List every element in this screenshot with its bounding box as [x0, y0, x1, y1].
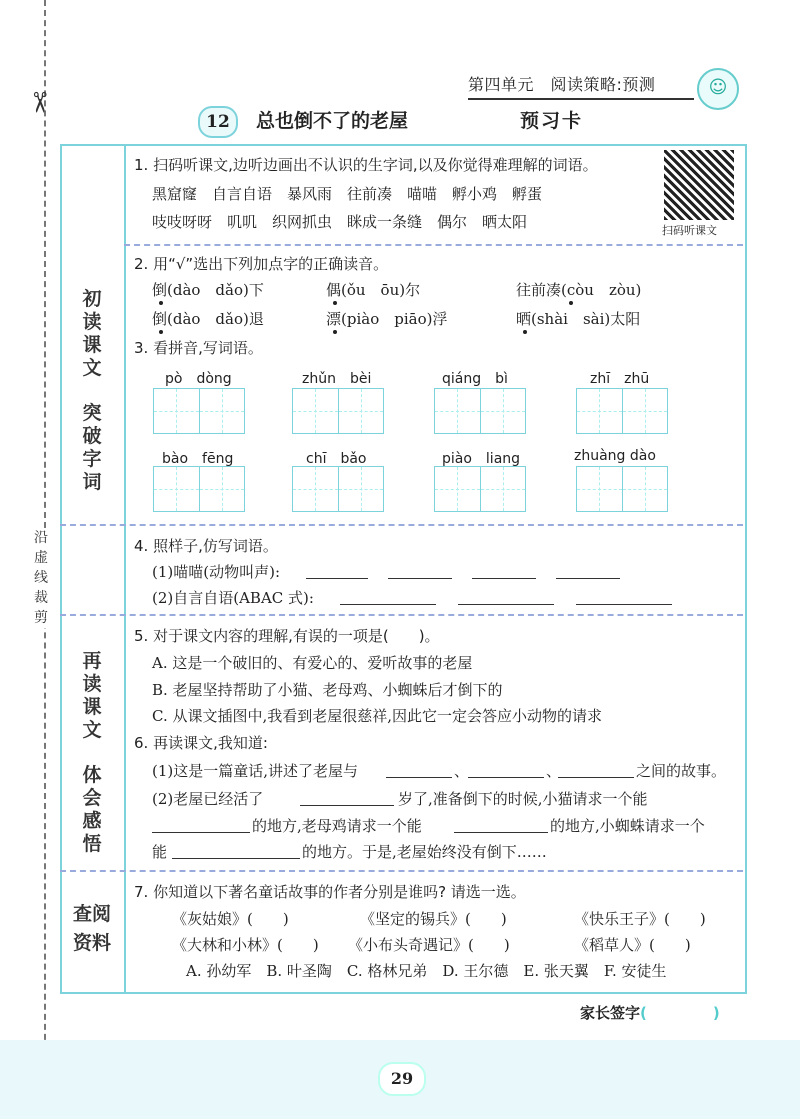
q6-text: 能: [152, 843, 168, 861]
section-label-char: 破: [82, 425, 102, 447]
q4-prompt: 4. 照样子,仿写词语。: [134, 537, 278, 555]
q2-item: 漂(piào piāo)浮: [326, 310, 448, 328]
q4-line1: (1)喵喵(动物叫声):: [152, 563, 281, 581]
writing-grid[interactable]: [434, 388, 526, 434]
section-label-char: 读: [82, 311, 102, 333]
answer-blank[interactable]: [558, 777, 634, 778]
q2-prompt: 2. 用“√”选出下列加点字的正确读音。: [134, 255, 389, 273]
answer-blank[interactable]: [172, 858, 300, 859]
answer-blank[interactable]: [556, 578, 620, 579]
writing-grid[interactable]: [576, 466, 668, 512]
q6-text: (1)这是一篇童话,讲述了老屋与: [152, 762, 359, 780]
q7-authors: A. 孙幼军 B. 叶圣陶 C. 格林兄弟 D. 王尔德 E. 张天翼 F. 安徒生: [186, 962, 667, 980]
q4-line2: (2)自言自语(ABAC 式):: [152, 589, 314, 607]
q2-item: 倒(dào dǎo)退: [152, 310, 264, 328]
writing-grid[interactable]: [153, 388, 245, 434]
q3-prompt: 3. 看拼音,写词语。: [134, 339, 263, 357]
section-label-char: 课: [82, 334, 102, 356]
section-label-char: 课: [82, 696, 102, 718]
page-number: 29: [378, 1062, 426, 1096]
separator: [60, 614, 743, 616]
card-label: 预习卡: [520, 110, 584, 132]
q6-text: 的地方,小蜘蛛请求一个: [550, 817, 705, 835]
emphasis-dot: [333, 301, 337, 305]
emphasis-dot: [159, 301, 163, 305]
answer-blank[interactable]: [576, 604, 672, 605]
answer-blank[interactable]: [300, 805, 394, 806]
parent-signature[interactable]: [580, 1002, 720, 1023]
writing-grid[interactable]: [292, 388, 384, 434]
section-label-char: 文: [82, 719, 102, 741]
pinyin-label: bào fēng: [162, 451, 234, 467]
scissors-icon: ✂: [23, 90, 57, 115]
section-label-char: 初: [82, 288, 102, 310]
section-label-1: [80, 288, 104, 494]
answer-blank[interactable]: [472, 578, 536, 579]
q7-book[interactable]: 《大林和小林》( ): [172, 936, 319, 954]
q6-prompt: 6. 再读课文,我知道:: [134, 734, 268, 752]
section-label-3: [70, 903, 114, 961]
writing-grid[interactable]: [434, 466, 526, 512]
section-label-char: [80, 380, 104, 402]
answer-blank[interactable]: [454, 832, 548, 833]
pinyin-label: zhī zhū: [590, 371, 650, 387]
pinyin-label: chī bǎo: [306, 451, 367, 467]
q2-item: 倒(dào dǎo)下: [152, 281, 264, 299]
pinyin-label: pò dòng: [165, 371, 232, 387]
q5-prompt: 5. 对于课文内容的理解,有误的一项是( )。: [134, 627, 440, 645]
q2-item: 偶(ǒu ōu)尔: [326, 281, 421, 299]
section-label-char: 读: [82, 673, 102, 695]
qr-code[interactable]: [664, 150, 734, 220]
signature-close-paren: ): [712, 1004, 720, 1022]
q6-text: 岁了,准备倒下的时候,小猫请求一个能: [398, 790, 648, 808]
answer-blank[interactable]: [152, 832, 250, 833]
section-label-row: 查阅: [72, 903, 111, 925]
qr-caption: 扫码听课文: [662, 224, 717, 237]
q2-item: 晒(shài sài)太阳: [516, 310, 641, 328]
q2-item: 往前凑(còu zòu): [516, 281, 642, 299]
pinyin-label: zhuàng dào: [574, 448, 656, 464]
section-label-char: 感: [82, 810, 102, 832]
section-label-char: 体: [82, 764, 102, 786]
unit-title: 第四单元 阅读策略:预测: [468, 75, 656, 94]
signature-label: 家长签字: [580, 1004, 641, 1022]
q7-book[interactable]: 《快乐王子》( ): [574, 910, 706, 928]
lesson-title: 总也倒不了的老屋: [256, 110, 409, 132]
pinyin-label: qiáng bì: [442, 371, 508, 387]
q1-words-row1: 黑窟窿 自言自语 暴风雨 往前凑 喵喵 孵小鸡 孵蛋: [152, 185, 543, 203]
section-label-row: 资料: [72, 932, 111, 954]
q6-text: 、: [454, 762, 470, 780]
q7-book[interactable]: 《坚定的锡兵》( ): [360, 910, 507, 928]
q5-option-a[interactable]: A. 这是一个破旧的、有爱心的、爱听故事的老屋: [152, 654, 473, 672]
separator: [60, 870, 743, 872]
q6-text: 的地方,老母鸡请求一个能: [252, 817, 422, 835]
pinyin-label: piào liang: [442, 451, 521, 467]
answer-blank[interactable]: [468, 777, 544, 778]
section-label-char: 会: [82, 787, 102, 809]
section-label-char: 突: [82, 402, 102, 424]
emphasis-dot: [333, 330, 337, 334]
section-label-column: [60, 144, 126, 994]
separator: [60, 524, 743, 526]
q7-book[interactable]: 《小布头奇遇记》( ): [348, 936, 510, 954]
q7-book[interactable]: 《灰姑娘》( ): [172, 910, 289, 928]
lesson-number: 12: [198, 106, 238, 138]
q6-text: (2)老屋已经活了: [152, 790, 264, 808]
writing-grid[interactable]: [153, 466, 245, 512]
section-label-char: 文: [82, 357, 102, 379]
section-label-2: [80, 650, 104, 856]
emphasis-dot: [569, 301, 573, 305]
answer-blank[interactable]: [340, 604, 436, 605]
section-label-char: 再: [82, 650, 102, 672]
section-label-char: 悟: [82, 833, 102, 855]
q5-option-c[interactable]: C. 从课文插图中,我看到老屋很慈祥,因此它一定会答应小动物的请求: [152, 707, 603, 725]
q1-prompt: 1. 扫码听课文,边听边画出不认识的生字词,以及你觉得难理解的词语。: [134, 156, 598, 174]
answer-blank[interactable]: [458, 604, 554, 605]
emphasis-dot: [159, 330, 163, 334]
q5-option-b[interactable]: B. 老屋坚持帮助了小猫、老母鸡、小蜘蛛后才倒下的: [152, 681, 503, 699]
answer-blank[interactable]: [306, 578, 368, 579]
section-label-char: 字: [82, 448, 102, 470]
answer-blank[interactable]: [388, 578, 452, 579]
writing-grid[interactable]: [292, 466, 384, 512]
writing-grid[interactable]: [576, 388, 668, 434]
section-label-char: 词: [82, 471, 102, 493]
q6-text: 的地方。于是,老屋始终没有倒下……: [302, 843, 547, 861]
q6-text: 之间的故事。: [636, 762, 727, 780]
separator: [124, 244, 743, 246]
pinyin-label: zhǔn bèi: [302, 371, 372, 387]
q6-text: 、: [546, 762, 562, 780]
answer-blank[interactable]: [386, 777, 452, 778]
unit-underline: [468, 98, 694, 100]
section-label-char: [80, 742, 104, 764]
cut-guide-text: 沿虚线裁剪: [30, 528, 52, 628]
q1-words-row2: 吱吱呀呀 叽叽 织网抓虫 眯成一条缝 偶尔 晒太阳: [152, 213, 528, 231]
emphasis-dot: [523, 330, 527, 334]
signature-open-paren: (: [640, 1004, 647, 1022]
q7-prompt: 7. 你知道以下著名童话故事的作者分别是谁吗? 请选一选。: [134, 883, 526, 901]
q7-book[interactable]: 《稻草人》( ): [574, 936, 691, 954]
mascot-icon: ☺: [697, 68, 739, 110]
